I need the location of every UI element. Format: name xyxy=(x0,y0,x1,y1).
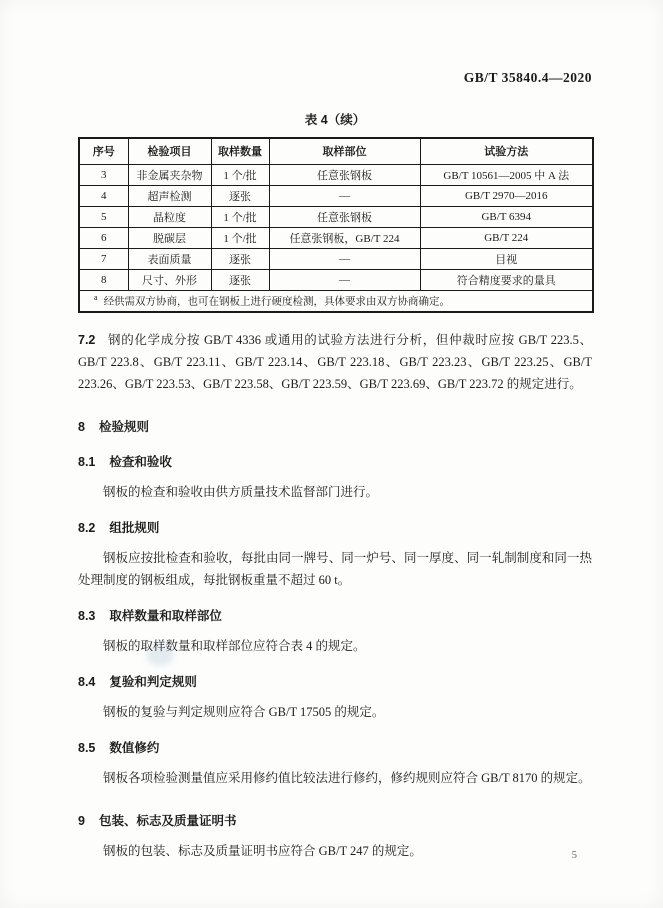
table-footnote xyxy=(79,290,593,312)
cell-location: 任意张钢板，GB/T 224 xyxy=(269,227,420,248)
cell-quantity: 逐张 xyxy=(211,185,269,206)
column-header-seq: 序号 xyxy=(79,138,128,164)
cell-quantity: 逐张 xyxy=(211,248,269,269)
section-number: 8.4 xyxy=(78,675,96,689)
footnote-text: 经供需双方协商，也可在钢板上进行硬度检测，具体要求由双方协商确定。 xyxy=(103,296,451,308)
section-heading-8-1 xyxy=(78,452,592,472)
footnote-marker: a xyxy=(94,293,98,302)
section-number: 8.1 xyxy=(78,455,96,469)
table-header xyxy=(79,138,593,164)
clause-text: 钢的化学成分按 GB/T 4336 或通用的试验方法进行分析，但仲裁时应按 GB/T 223.5、GB/T 223.8、GB/T 223.11、GB/T 223.14、GB/T 223.18、GB/T 223.23、GB/T 223.25、GB/T 223.26、GB/T 223.53、GB/T 223.58、GB/T 223.59、GB/T 223.69、GB/T 223.72 的规定进行。 xyxy=(78,333,592,391)
cell-location: — xyxy=(269,185,420,206)
section-body-8-2: 钢板应按批检查和验收，每批由同一牌号、同一炉号、同一厚度、同一轧制制度和同一热处理制度的钢板组成，每批钢板重量不超过 60 t。 xyxy=(78,551,592,587)
section-body-8-1: 钢板的检查和验收由供方质量技术监督部门进行。 xyxy=(103,485,379,499)
table-header-row xyxy=(79,138,593,164)
cell-quantity: 逐张 xyxy=(211,269,269,290)
cell-item: 脱碳层 xyxy=(128,227,211,248)
column-header-method: 试验方法 xyxy=(420,138,593,164)
section-number: 8.2 xyxy=(78,521,96,535)
cell-method: GB/T 10561—2005 中 A 法 xyxy=(420,164,593,185)
section-title: 组批规则 xyxy=(109,521,160,535)
section-heading-9 xyxy=(78,811,592,831)
section-title: 取样数量和取样部位 xyxy=(109,609,222,623)
cell-method: 目视 xyxy=(420,248,593,269)
section-number: 8.5 xyxy=(78,741,96,755)
section-body-8-4: 钢板的复验与判定规则应符合 GB/T 17505 的规定。 xyxy=(103,705,385,719)
cell-quantity: 1 个/批 xyxy=(211,206,269,227)
cell-method: GB/T 2970—2016 xyxy=(420,185,593,206)
table-row xyxy=(79,227,593,248)
clause-7-2 xyxy=(78,329,592,395)
cell-quantity: 1 个/批 xyxy=(211,164,269,185)
cell-location: — xyxy=(269,248,420,269)
cell-method: GB/T 6394 xyxy=(420,206,593,227)
page-content xyxy=(78,0,592,862)
cell-method: GB/T 224 xyxy=(420,227,593,248)
cell-item: 晶粒度 xyxy=(128,206,211,227)
section-heading-8-2 xyxy=(78,518,592,538)
cell-quantity: 1 个/批 xyxy=(211,227,269,248)
cell-seq: 4 xyxy=(79,185,128,206)
cell-seq: 6 xyxy=(79,227,128,248)
table-row xyxy=(79,269,593,290)
table-footnote-row xyxy=(79,290,593,312)
cell-seq: 8 xyxy=(79,269,128,290)
cell-seq: 7 xyxy=(79,248,128,269)
table-row xyxy=(79,164,593,185)
table-body xyxy=(79,164,593,312)
section-body-9: 钢板的包装、标志及质量证明书应符合 GB/T 247 的规定。 xyxy=(103,844,422,858)
column-header-location: 取样部位 xyxy=(269,138,420,164)
cell-seq: 5 xyxy=(79,206,128,227)
section-number: 8 xyxy=(78,420,85,434)
section-number: 9 xyxy=(78,814,85,828)
cell-location: 任意张钢板 xyxy=(269,206,420,227)
section-heading-8 xyxy=(78,417,592,437)
section-heading-8-5 xyxy=(78,738,592,758)
clause-number: 7.2 xyxy=(78,333,96,347)
standard-number: GB/T 35840.4—2020 xyxy=(463,70,592,85)
sampling-table xyxy=(78,137,594,313)
section-body-8-5: 钢板各项检验测量值应采用修约值比较法进行修约，修约规则应符合 GB/T 8170 的规定。 xyxy=(103,771,591,785)
section-title: 检验规则 xyxy=(98,420,149,434)
section-title: 数值修约 xyxy=(109,741,160,755)
cell-location: 任意张钢板 xyxy=(269,164,420,185)
section-title: 检查和验收 xyxy=(109,455,172,469)
cell-item: 非金属夹杂物 xyxy=(128,164,211,185)
cell-method: 符合精度要求的量具 xyxy=(420,269,593,290)
column-header-quantity: 取样数量 xyxy=(211,138,269,164)
table-title: 表 4（续） xyxy=(304,113,366,127)
section-heading-8-3 xyxy=(78,606,592,626)
section-number: 8.3 xyxy=(78,609,96,623)
cell-location: — xyxy=(269,269,420,290)
table-row xyxy=(79,248,593,269)
page-number: 5 xyxy=(571,850,577,861)
table-row xyxy=(79,206,593,227)
section-heading-8-4 xyxy=(78,672,592,692)
table-row xyxy=(79,185,593,206)
cell-item: 表面质量 xyxy=(128,248,211,269)
section-title: 复验和判定规则 xyxy=(109,675,197,689)
column-header-item: 检验项目 xyxy=(128,138,211,164)
cell-item: 尺寸、外形 xyxy=(128,269,211,290)
section-body-8-3: 钢板的取样数量和取样部位应符合表 4 的规定。 xyxy=(103,639,366,653)
cell-item: 超声检测 xyxy=(128,185,211,206)
section-title: 包装、标志及质量证明书 xyxy=(98,814,237,828)
cell-seq: 3 xyxy=(79,164,128,185)
